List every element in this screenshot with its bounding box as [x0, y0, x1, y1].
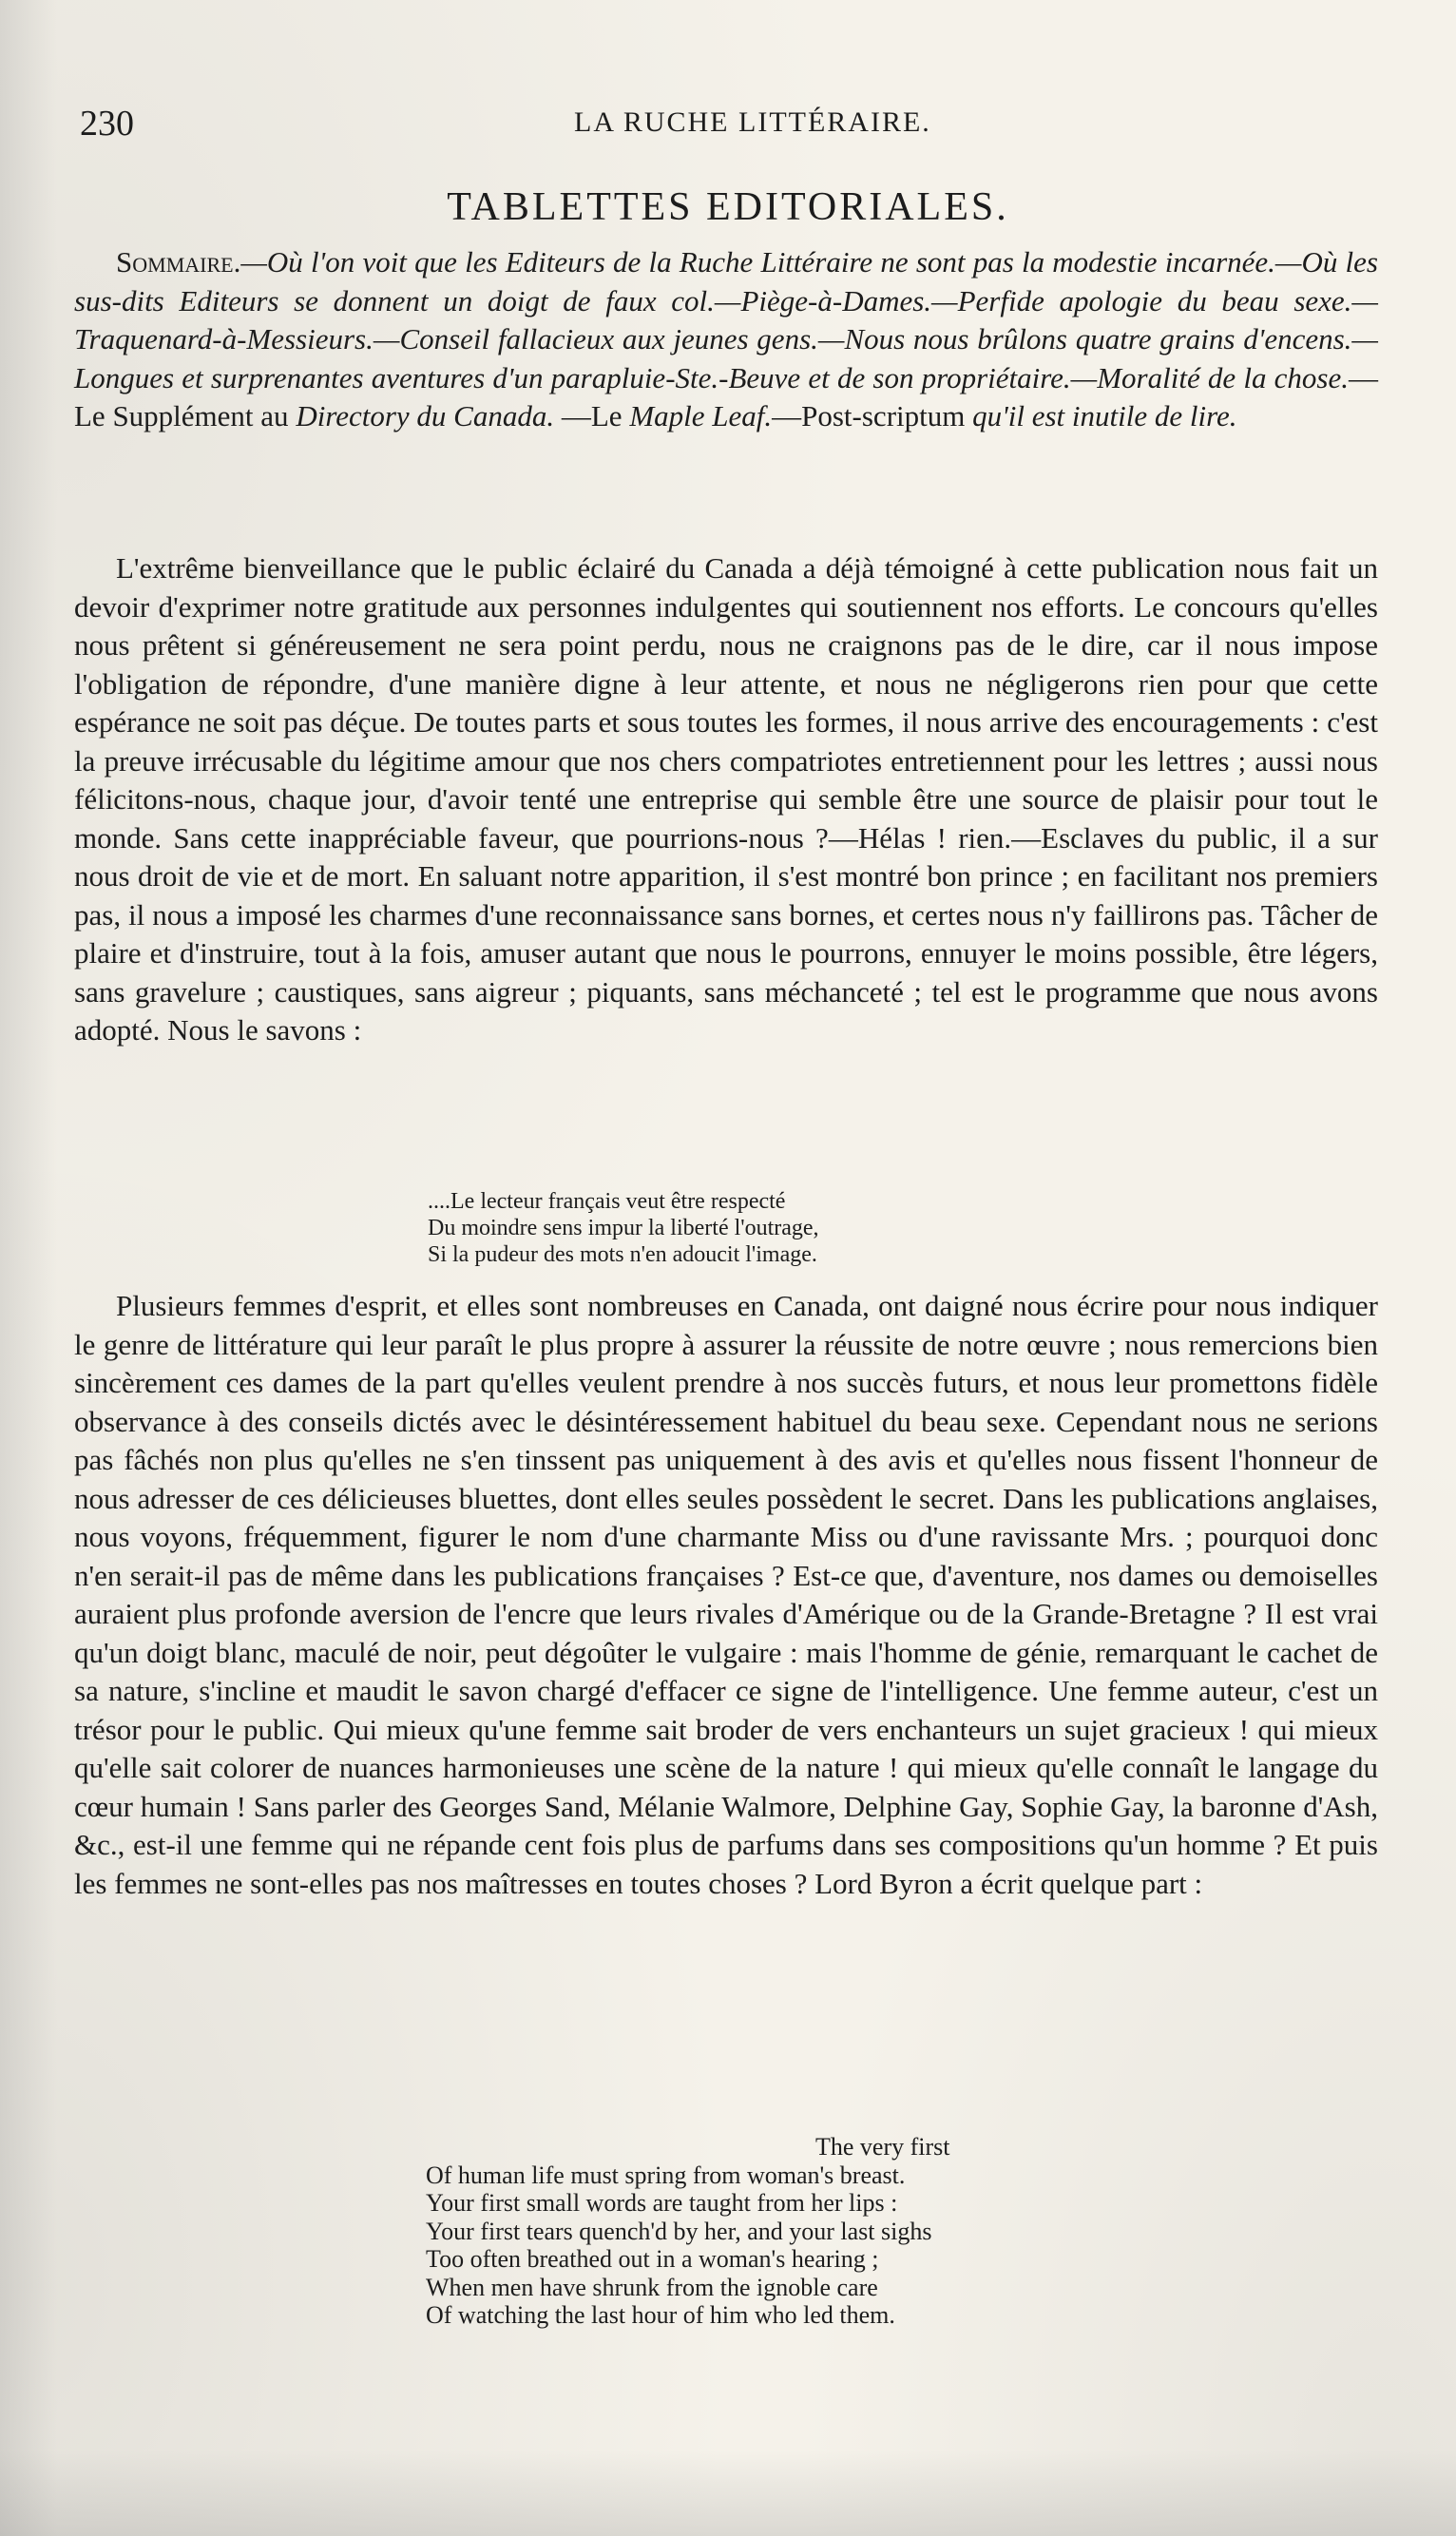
verse-line: Of human life must spring from woman's breast. [426, 2161, 906, 2189]
summary-paragraph [74, 243, 1378, 436]
verse-line: When men have shrunk from the ignoble care [426, 2273, 878, 2301]
summary-text: —Post-scriptum [772, 399, 973, 432]
scan-shadow-bottom [0, 2450, 1456, 2536]
verse-line: Du moindre sens impur la liberté l'outrage, [428, 1216, 819, 1240]
summary-text: —Où l'on voit que les Editeurs de la Ruche Littéraire ne sont pas la modestie incarnée.—Où les sus-dits Editeurs se donnent un doigt de faux col.—Piège-à-Dames.—Perfide apologie du beau sexe.—Traquenard-à-Messieurs.—Conseil fallacieux aux jeunes gens.—Nous nous brûlons quatre grains d'encens.—Longues et surprenantes aventures d'un parapluie-Ste.-Beuve et de son propriétaire.—Moralité de la chose. [74, 245, 1378, 394]
byron-verse-quote [426, 2133, 1148, 2330]
running-head [80, 103, 1391, 150]
summary-text: —Le Supplément au [74, 360, 1378, 432]
verse-line: Of watching the last hour of him who led them. [426, 2301, 895, 2329]
summary-lead: Sommaire. [116, 245, 241, 279]
journal-title: LA RUCHE LITTÉRAIRE. [574, 106, 931, 138]
verse-line: The very first [815, 2133, 950, 2161]
verse-line: Too often breathed out in a woman's hearing ; [426, 2245, 879, 2273]
summary-text: Directory du Canada. [296, 399, 555, 432]
scan-shadow-left [0, 0, 57, 2536]
summary-text: —Le [554, 399, 630, 432]
french-verse-quote [428, 1188, 1093, 1268]
summary-text: qu'il est inutile de lire. [972, 399, 1237, 432]
body-paragraph-1: L'extrême bienveillance que le public éclairé du Canada a déjà témoigné à cette publication nous fait un devoir d'exprimer notre gratitude aux personnes indulgentes qui soutiennent nos efforts. Le concours qu'elles nous prêtent si généreusement ne sera point perdu, nous ne craignons pas de le dire, car il nous impose l'obligation de répondre, d'une manière digne à leur attente, et nous ne négligerons rien pour que cette espérance ne soit pas déçue. De toutes parts et sous toutes les formes, il nous arrive des encouragements : c'est la preuve irrécusable du légitime amour que nos chers compatriotes entretiennent pour les lettres ; aussi nous félicitons-nous, chaque jour, d'avoir tenté une entreprise qui semble être une source de plaisir pour tout le monde. Sans cette inappréciable faveur, que pourrions-nous ?—Hélas ! rien.—Esclaves du public, il a sur nous droit de vie et de mort. En saluant notre apparition, il s'est montré bon prince ; en facilitant nos premiers pas, il nous a imposé les charmes d'une reconnaissance sans bornes, et certes nous n'y faillirons pas. Tâcher de plaire et d'instruire, tout à la fois, amuser autant que nous le pourrons, ennuyer le moins possible, être légers, sans gravelure ; caustiques, sans aigreur ; piquants, sans méchanceté ; tel est le programme que nous avons adopté. Nous le savons : [74, 551, 1378, 1047]
verse-line: Si la pudeur des mots n'en adoucit l'image. [428, 1242, 817, 1267]
verse-line: Your first tears quench'd by her, and your last sighs [426, 2217, 932, 2245]
verse-line: ....Le lecteur français veut être respecté [428, 1189, 786, 1214]
summary-text: Maple Leaf. [629, 399, 773, 432]
page-number: 230 [80, 104, 134, 144]
body-paragraph-2: Plusieurs femmes d'esprit, et elles sont nombreuses en Canada, ont daigné nous écrire pour nous indiquer le genre de littérature qui leur paraît le plus propre à assurer la réussite de notre œuvre ; nous remercions bien sincèrement ces dames de la part qu'elles veulent prendre à nos succès futurs, et nous leur promettons fidèle observance à des conseils dictés avec le désintéressement habituel du beau sexe. Cependant nous ne serions pas fâchés non plus qu'elles ne s'en tinssent pas uniquement à des avis et qu'elles nous fissent l'honneur de nous adresser de ces délicieuses bluettes, dont elles seules possèdent le secret. Dans les publications anglaises, nous voyons, fréquemment, figurer le nom d'une charmante Miss ou d'une ravissante Mrs. ; pourquoi donc n'en serait-il pas de même dans les publications françaises ? Est-ce que, d'aventure, nos dames ou demoiselles auraient plus profonde aversion de l'encre que leurs rivales d'Amérique ou de la Grande-Bretagne ? Il est vrai qu'un doigt blanc, maculé de noir, peut dégoûter le vulgaire : mais l'homme de génie, remarquant le cachet de sa nature, s'incline et maudit le savon chargé d'effacer ce signe de l'intelligence. Une femme auteur, c'est un trésor pour le public. Qui mieux qu'une femme sait broder de vers enchanteurs un sujet gracieux ! qui mieux qu'elle sait colorer de nuances harmonieuses une scène de la nature ! qui mieux qu'elle connaît le langage du cœur humain ! Sans parler des Georges Sand, Mélanie Walmore, Delphine Gay, Sophie Gay, la baronne d'Ash, &c., est-il une femme qui ne répande cent fois plus de parfums dans ses compositions qu'un homme ? Et puis les femmes ne sont-elles pas nos maîtresses en toutes choses ? Lord Byron a écrit quelque part : [74, 1289, 1378, 1900]
section-title: TABLETTES EDITORIALES. [447, 185, 1009, 229]
verse-line: Your first small words are taught from her lips : [426, 2189, 898, 2217]
